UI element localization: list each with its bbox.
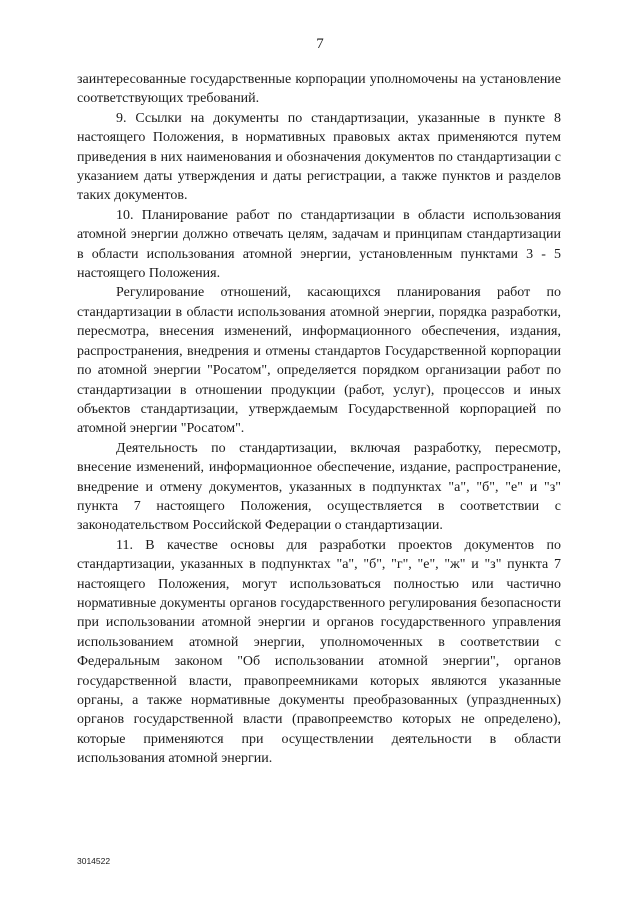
paragraph-item-9: 9. Ссылки на документы по стандартизации, указанные в пункте 8 настоящего Положения, в нормативных правовых актах применяются путем приведения в них наименования и обозначения документов по стандартизации с указанием даты утверждения и даты регистрации, а также пунктов и разделов таких документов.	[77, 110, 561, 204]
page-number: 7	[316, 36, 324, 52]
paragraph-continuation: заинтересованные государственные корпорации уполномочены на установление соответствующих требований.	[77, 72, 561, 107]
paragraph-regulation: Регулирование отношений, касающихся планирования работ по стандартизации в области использования атомной энергии, порядка разработки, пересмотра, внесения изменений, информационного обеспечения, издания, распространения, внедрения и отмены стандартов Государственной корпорации по атомной энергии "Росатом", определяется порядком организации работ по стандартизации в отношении продукции (работ, услуг), процессов и иных объектов стандартизации, утверждаемым Государственной корпорацией по атомной энергии "Росатом".	[77, 285, 561, 437]
document-code: 3014522	[77, 856, 111, 866]
body-text	[77, 70, 561, 769]
paragraph-item-10: 10. Планирование работ по стандартизации в области использования атомной энергии должно отвечать целям, задачам и принципам стандартизации в области использования атомной энергии, установленным пунктами 3 - 5 настоящего Положения.	[77, 207, 561, 282]
paragraph-item-11: 11. В качестве основы для разработки проектов документов по стандартизации, указанных в подпунктах "а", "б", "г", "е", "ж" и "з" пункта 7 настоящего Положения, могут использоваться полностью или частично нормативные документы органов государственного регулирования безопасности при использовании атомной энергии и органов государственного управления использованием атомной энергии, уполномоченных в соответствии с Федеральным законом "Об использовании атомной энергии", органов государственной власти, правопреемниками которых являются указанные органы, а также нормативные документы преобразованных (упраздненных) органов государственной власти (правопреемство которых не определено), которые применяются при осуществлении деятельности в области использования атомной энергии.	[77, 537, 561, 767]
paragraph-activity: Деятельность по стандартизации, включая разработку, пересмотр, внесение изменений, информационное обеспечение, издание, распространение, внедрение и отмену документов, указанных в подпунктах "а", "б", "е" и "з" пункта 7 настоящего Положения, осуществляется в соответствии с законодательством Российской Федерации о стандартизации.	[77, 440, 561, 534]
